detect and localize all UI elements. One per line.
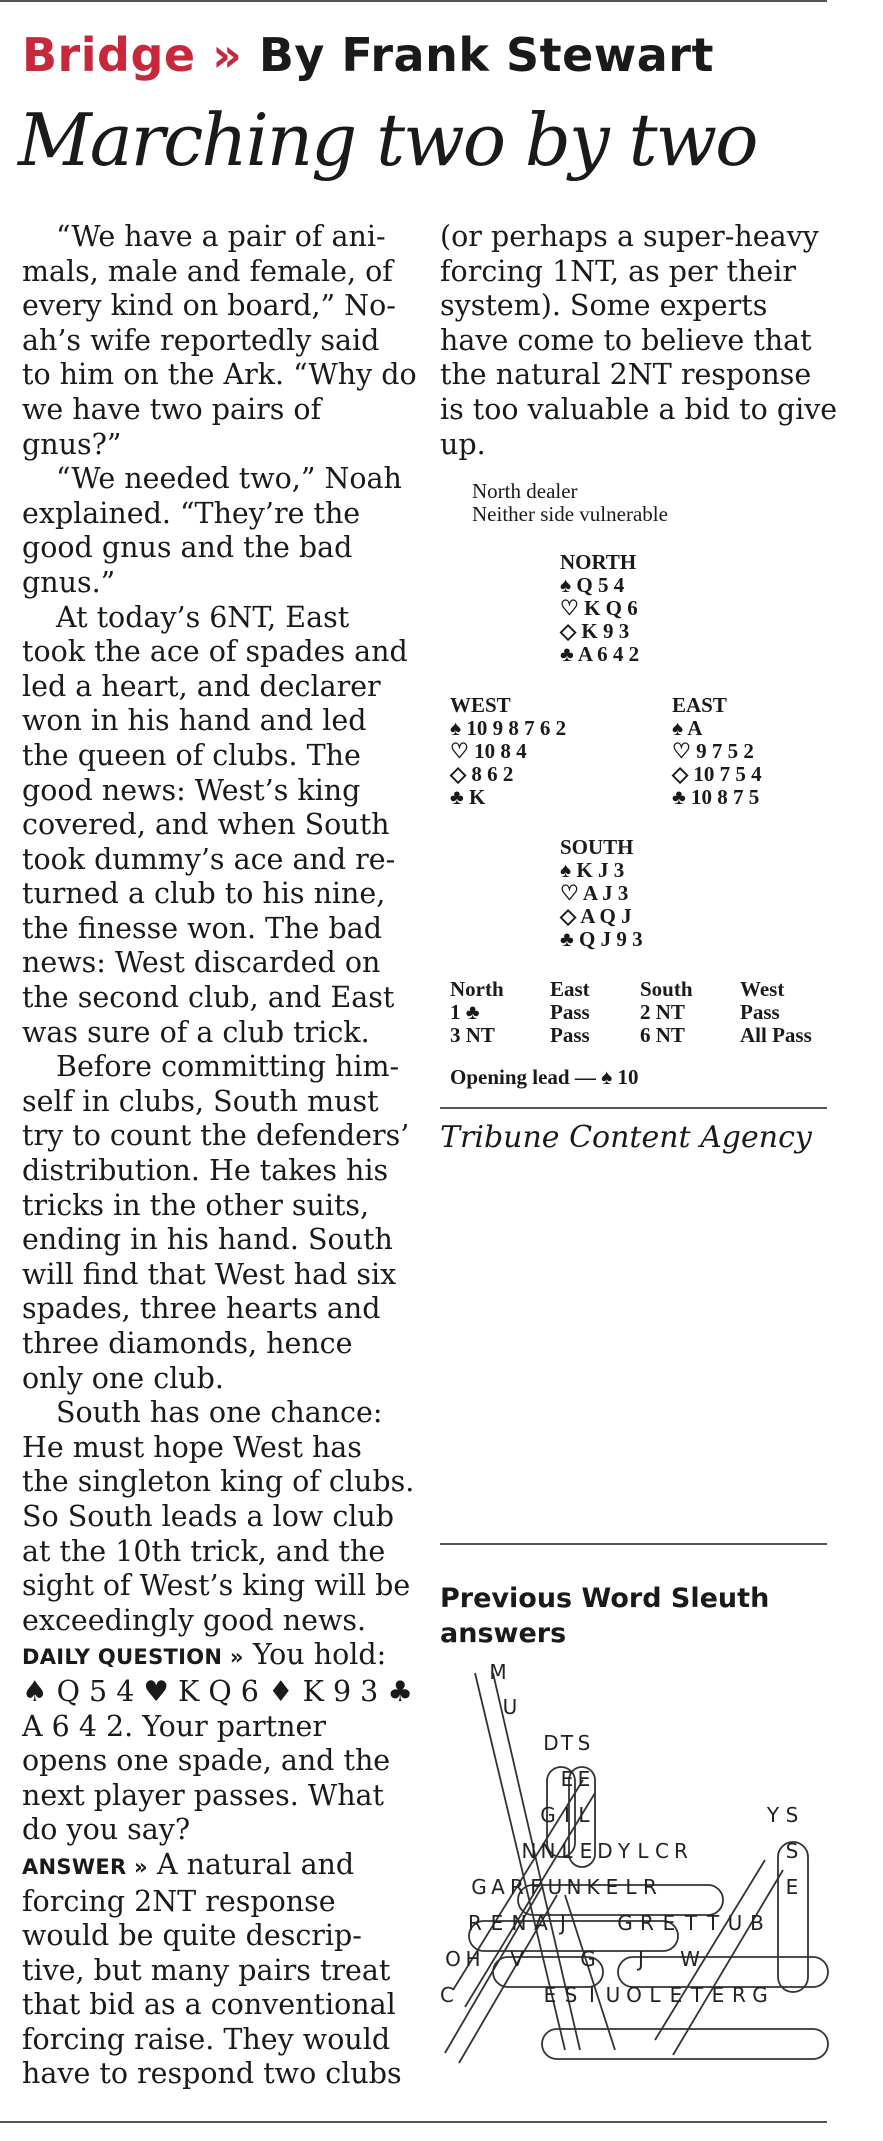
grid-letter: I (564, 1803, 570, 1827)
article-column-2 (440, 220, 840, 462)
credit-line: Tribune Content Agency (440, 1120, 812, 1155)
grid-letter: Y (766, 1803, 780, 1827)
divider (440, 1543, 827, 1545)
answer (22, 1848, 417, 2092)
auction-bid: Pass (740, 1000, 780, 1024)
answer-label: ANSWER » (22, 1854, 148, 1879)
west-diamonds: ◇ 8 6 2 (450, 762, 514, 786)
grid-letter: R (510, 1875, 524, 1899)
south-hearts: ♡ A J 3 (560, 881, 629, 905)
grid-letter: C (440, 1983, 454, 2007)
grid-letter: S (564, 1983, 578, 2007)
grid-letter: L (649, 1983, 661, 2007)
grid-letter: W (680, 1947, 700, 1971)
grid-letter: E (669, 1983, 683, 2007)
north-label: NORTH (560, 550, 637, 574)
daily-question (22, 1638, 417, 1848)
grid-letters (440, 1660, 798, 2007)
grid-letter: J (560, 1911, 566, 1935)
answer-text: A natural and forcing 2NT response would be quite descrip- tive, but many pairs treat that bid as a conventional forcing raise. They would have to respond two clubs (22, 1847, 402, 2091)
auction-bid: 2 NT (640, 1000, 685, 1024)
grid-letter: R (468, 1911, 482, 1935)
north-clubs: ♣ A 6 4 2 (560, 642, 640, 666)
south-spades: ♠ K J 3 (560, 858, 625, 882)
grid-letter: H (465, 1947, 481, 1971)
grid-letter: L (561, 1839, 573, 1863)
top-rule (0, 0, 827, 2)
grid-letter: N (511, 1911, 527, 1935)
grid-letter: R (732, 1983, 746, 2007)
west-hearts: ♡ 10 8 4 (450, 739, 527, 763)
byline: By Frank Stewart (258, 28, 714, 82)
north-spades: ♠ Q 5 4 (560, 573, 625, 597)
grid-letter: L (578, 1803, 590, 1827)
grid-letter: K (586, 1875, 600, 1899)
grid-letter: G (540, 1803, 556, 1827)
auction-col-north (450, 978, 504, 1047)
auction-header: West (740, 977, 785, 1001)
grid-letter: A (491, 1875, 505, 1899)
grid-letter: F (530, 1875, 542, 1899)
auction-bid: All Pass (740, 1023, 812, 1047)
section-label: Bridge (22, 28, 196, 82)
word-sleuth-grid (435, 1655, 830, 2095)
grid-letter: U (605, 1983, 621, 2007)
bottom-rule (0, 2121, 827, 2123)
east-diamonds: ◇ 10 7 5 4 (672, 762, 762, 786)
east-hearts: ♡ 9 7 5 2 (672, 739, 754, 763)
north-hand (560, 551, 639, 666)
grid-letter: R (674, 1839, 688, 1863)
grid-letter: T (690, 1983, 704, 2007)
answer-loop (655, 1860, 765, 2040)
auction-bid: 1 ♣ (450, 1000, 480, 1024)
grid-letter: R (643, 1875, 657, 1899)
grid-letter: S (785, 1803, 799, 1827)
separator-glyph: » (212, 28, 243, 82)
auction-bid: Pass (550, 1023, 590, 1047)
east-clubs: ♣ 10 8 7 5 (672, 785, 760, 809)
grid-letter: O (445, 1947, 461, 1971)
paragraph: Before committing him- self in clubs, South must try to count the defenders’ distribution. He takes his tricks in the other suits, ending in his hand. South will find that West had six spades, three hearts and three diamonds, hence only one club. (22, 1050, 410, 1395)
opening-lead: Opening lead — ♠ 10 (450, 1065, 639, 1089)
grid-letter: E (662, 1911, 676, 1935)
grid-letter: U (502, 1695, 518, 1719)
west-label: WEST (450, 693, 511, 717)
auction-col-east (550, 978, 590, 1047)
grid-letter: E (579, 1839, 593, 1863)
west-spades: ♠ 10 9 8 7 6 2 (450, 716, 567, 740)
daily-question-label: DAILY QUESTION » (22, 1645, 244, 1670)
divider (440, 1107, 827, 1109)
grid-letter: D (597, 1839, 613, 1863)
paragraph: At today’s 6NT, East took the ace of spades and led a heart, and declarer won in his hand and led the queen of clubs. The good news: West’s king covered, and when South took dummy’s ace and re- turned a club to his nine, the finesse won. The bad news: West discarded on the second club, and East was sure of a club trick. (22, 600, 408, 1049)
grid-letter: S (577, 1731, 591, 1755)
daily-question-text: You hold: ♠ Q 5 4 ♥ K Q 6 ♦ K 9 3 ♣ A 6 4 2. Your partner opens one spade, and the next player passes. What do you say? (22, 1638, 413, 1847)
west-hand (450, 694, 566, 809)
auction-bid: Pass (550, 1000, 590, 1024)
grid-letter: B (750, 1911, 764, 1935)
grid-letter: U (727, 1911, 743, 1935)
grid-letter: O (626, 1983, 642, 2007)
grid-letter: Y (617, 1839, 631, 1863)
grid-letter: C (655, 1839, 669, 1863)
east-hand (672, 694, 762, 809)
auction-bid: 6 NT (640, 1023, 685, 1047)
auction-header: North (450, 977, 504, 1001)
article-column-1 (22, 220, 417, 2092)
south-hand (560, 836, 643, 951)
grid-letter: U (547, 1875, 563, 1899)
east-label: EAST (672, 693, 727, 717)
grid-letter: S (785, 1839, 799, 1863)
grid-letter: N (566, 1875, 582, 1899)
grid-letter: E (605, 1875, 619, 1899)
auction-col-west (740, 978, 812, 1047)
grid-letter: G (580, 1947, 596, 1971)
dealer-note: North dealer (472, 479, 578, 503)
grid-letter: I (589, 1983, 595, 2007)
answer-loop (565, 1895, 615, 2050)
grid-letter: J (638, 1947, 644, 1971)
auction-header: South (640, 977, 693, 1001)
answer-loop (465, 1793, 595, 2007)
south-diamonds: ◇ A Q J (560, 904, 632, 928)
grid-letter: R (640, 1911, 654, 1935)
grid-letter: G (471, 1875, 487, 1899)
grid-letter: E (785, 1875, 799, 1899)
south-label: SOUTH (560, 835, 634, 859)
grid-letter: E (711, 1983, 725, 2007)
grid-letter: N (521, 1839, 537, 1863)
auction-header: East (550, 977, 590, 1001)
grid-letter: L (625, 1875, 637, 1899)
grid-letter: G (617, 1911, 633, 1935)
word-sleuth-title: Previous Word Sleuth answers (440, 1583, 770, 1649)
auction-bid: 3 NT (450, 1023, 495, 1047)
east-spades: ♠ A (672, 716, 703, 740)
grid-letter: M (489, 1660, 507, 1684)
grid-letter: E (577, 1767, 591, 1791)
west-clubs: ♣ K (450, 785, 486, 809)
grid-letter: V (510, 1947, 524, 1971)
south-clubs: ♣ Q J 9 3 (560, 927, 643, 951)
auction-col-south (640, 978, 693, 1047)
column-header (22, 28, 714, 82)
north-diamonds: ◇ K 9 3 (560, 619, 630, 643)
north-hearts: ♡ K Q 6 (560, 596, 638, 620)
paragraph: “We needed two,” Noah explained. “They’re the good gnus and the bad gnus.” (22, 462, 402, 599)
grid-letter: T (706, 1911, 720, 1935)
grid-letter: E (490, 1911, 504, 1935)
headline: Marching two by two (18, 98, 757, 182)
grid-letter: D (543, 1731, 559, 1755)
grid-letter: E (543, 1983, 557, 2007)
grid-letter: T (684, 1911, 698, 1935)
grid-letter: G (752, 1983, 768, 2007)
paragraph: “We have a pair of ani- mals, male and female, of every kind on board,” No- ah’s wife reportedly said to him on the Ark. “Why do we have two pairs of gnus?” (22, 220, 417, 461)
answer-loop (778, 1842, 808, 1992)
grid-letter: N (540, 1839, 556, 1863)
paragraph: (or perhaps a super-heavy forcing 1NT, as per their system). Some experts have come to believe that the natural 2NT response is too valuable a bid to give up. (440, 220, 838, 461)
paragraph: South has one chance: He must hope West has the singleton king of clubs. So South leads a low club at the 10th trick, and the sight of West’s king will be exceedingly good news. (22, 1396, 415, 1637)
grid-letter: T (560, 1731, 574, 1755)
grid-letter: E (560, 1767, 574, 1791)
grid-letter: L (637, 1839, 649, 1863)
grid-letter: A (534, 1911, 548, 1935)
vulnerability-note: Neither side vulnerable (472, 502, 668, 526)
